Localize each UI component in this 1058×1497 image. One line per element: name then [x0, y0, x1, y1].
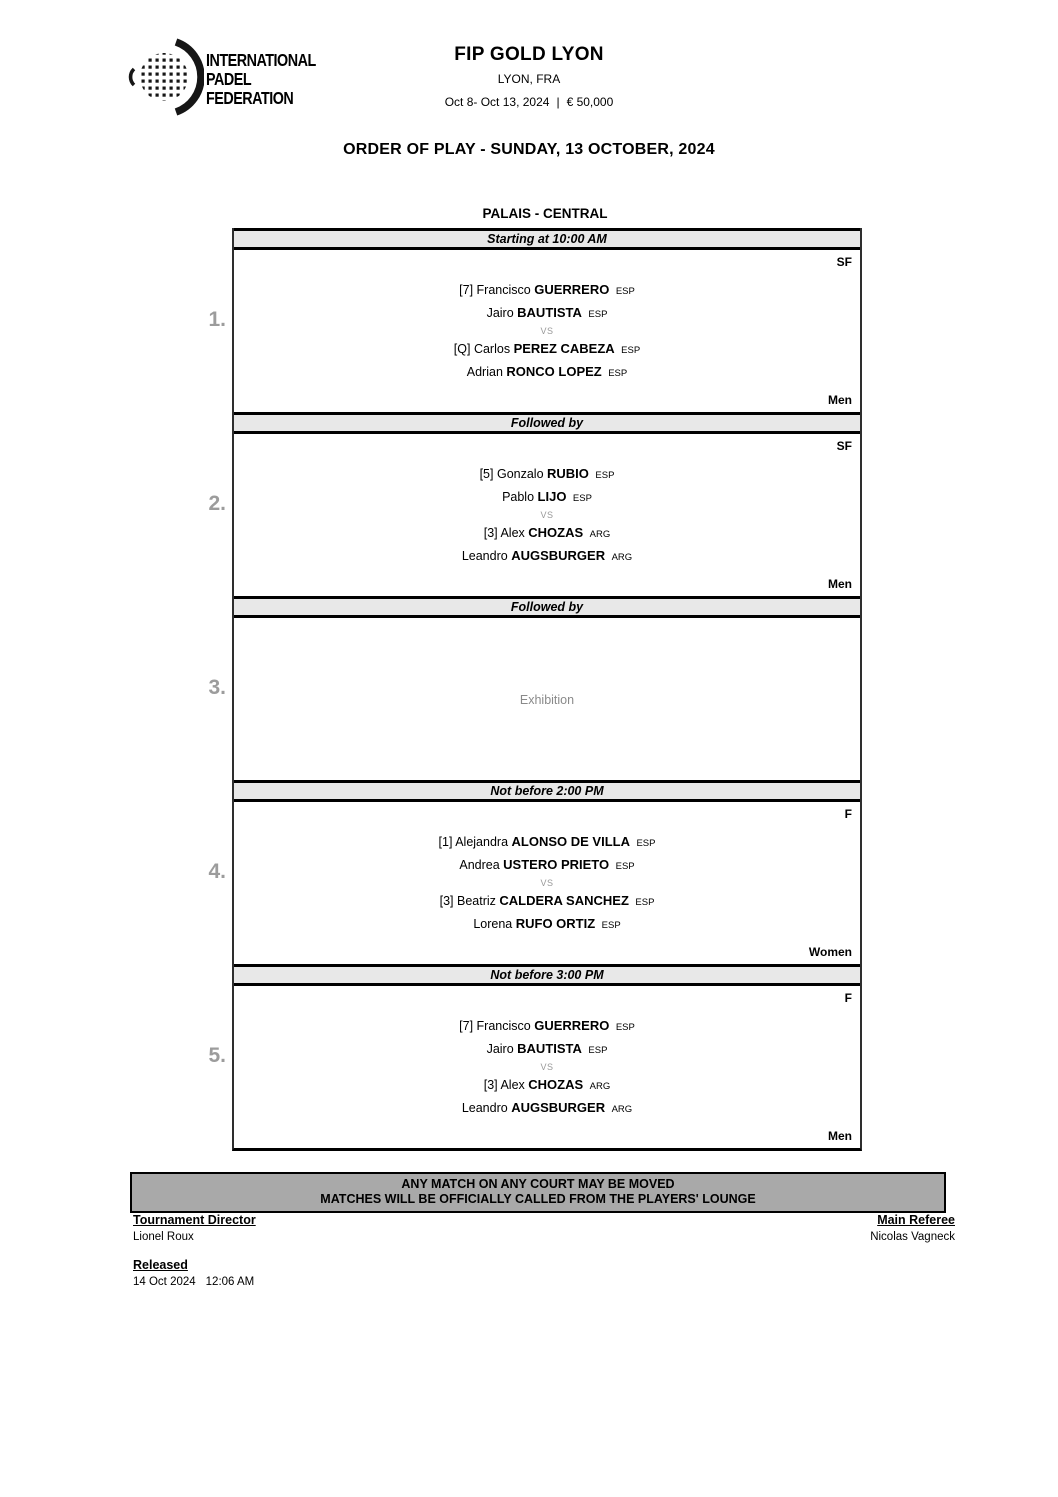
match-4-category: Women — [808, 945, 852, 959]
player-seed: [1] — [438, 835, 453, 849]
match-2-category: Men — [828, 577, 852, 591]
player-line — [242, 361, 852, 384]
event-dates: Oct 8- Oct 13, 2024 — [444, 95, 550, 109]
match-5-round: F — [844, 991, 852, 1005]
player-country: ARG — [589, 1081, 611, 1092]
player-seed: [3] — [439, 894, 454, 908]
match-2-schedule-header — [234, 412, 860, 434]
player-line — [242, 486, 852, 509]
player-last-name: PEREZ CABEZA — [513, 341, 615, 356]
player-country: ESP — [608, 368, 628, 379]
player-country: ESP — [621, 345, 641, 356]
player-first-name: Alex — [500, 526, 525, 540]
match-2-body — [234, 434, 860, 596]
match-5-schedule-label: Not before 3:00 PM — [490, 968, 604, 982]
footer-right-block — [870, 1213, 955, 1243]
match-1-teams — [242, 270, 852, 393]
player-seed: [7] — [459, 1019, 474, 1033]
match-5-schedule-header — [234, 964, 860, 986]
vs-label: VS — [540, 878, 554, 888]
match-5-number: 5. — [208, 1044, 226, 1067]
vs-label: VS — [540, 326, 554, 336]
player-last-name: BAUTISTA — [517, 305, 582, 320]
match-5-teams — [242, 1006, 852, 1129]
player-first-name: Alejandra — [455, 835, 509, 849]
player-line — [242, 279, 852, 302]
exhibition-label: Exhibition — [519, 692, 575, 707]
player-line — [242, 1097, 852, 1120]
match-block-1 — [208, 228, 860, 412]
player-country: ARG — [611, 1104, 633, 1115]
player-country: ESP — [572, 493, 592, 504]
event-title: FIP GOLD LYON — [454, 44, 604, 65]
released-datetime — [133, 1276, 256, 1288]
match-4-teams — [242, 822, 852, 945]
player-country: ESP — [615, 861, 635, 872]
released-label: Released — [133, 1258, 188, 1272]
player-country: ESP — [595, 470, 615, 481]
event-location: LYON, FRA — [497, 72, 561, 86]
player-country: ARG — [589, 529, 611, 540]
player-last-name: RONCO LOPEZ — [506, 364, 602, 379]
player-country: ESP — [635, 897, 655, 908]
player-line — [242, 831, 852, 854]
player-seed: [7] — [459, 283, 474, 297]
footer-left-block — [133, 1213, 256, 1288]
match-block-5 — [208, 964, 860, 1148]
player-country: ESP — [588, 309, 608, 320]
player-line — [242, 545, 852, 568]
player-seed: [5] — [479, 467, 494, 481]
match-1-round: SF — [836, 255, 852, 269]
match-3-schedule-label: Followed by — [510, 600, 584, 614]
player-line — [242, 1038, 852, 1061]
player-line — [242, 890, 852, 913]
player-last-name: USTERO PRIETO — [503, 857, 610, 872]
player-first-name: Pablo — [502, 490, 535, 504]
tournament-director-name: Lionel Roux — [133, 1231, 194, 1243]
dates-prize-separator: | — [556, 95, 560, 109]
player-first-name: Gonzalo — [496, 467, 544, 481]
player-seed: [3] — [483, 1078, 498, 1092]
player-last-name: RUFO ORTIZ — [515, 916, 596, 931]
tournament-director-label: Tournament Director — [133, 1213, 256, 1227]
player-last-name: ALONSO DE VILLA — [511, 834, 630, 849]
match-4-schedule-header — [234, 780, 860, 802]
federation-name-line3: FEDERATION — [206, 88, 294, 108]
player-line — [242, 854, 852, 877]
player-seed: [3] — [483, 526, 498, 540]
match-1-schedule-header — [234, 228, 860, 250]
released-date: 14 Oct 2024 — [133, 1276, 196, 1288]
player-line — [242, 463, 852, 486]
player-last-name: AUGSBURGER — [511, 1100, 606, 1115]
player-first-name: Beatriz — [456, 894, 496, 908]
player-last-name: AUGSBURGER — [511, 548, 606, 563]
notice-line-1: ANY MATCH ON ANY COURT MAY BE MOVED — [401, 1177, 675, 1191]
player-first-name: Francisco — [476, 283, 531, 297]
player-first-name: Francisco — [476, 1019, 531, 1033]
match-2-teams — [242, 454, 852, 577]
match-2-round: SF — [836, 439, 852, 453]
match-4-schedule-label: Not before 2:00 PM — [490, 784, 604, 798]
order-of-play-title: ORDER OF PLAY - SUNDAY, 13 OCTOBER, 2024 — [343, 141, 715, 158]
player-first-name: Alex — [500, 1078, 525, 1092]
event-dates-prize — [0, 95, 1058, 109]
event-title-block — [0, 44, 1058, 109]
match-block-3 — [208, 596, 860, 780]
player-first-name: Carlos — [473, 342, 511, 356]
federation-name-line1: INTERNATIONAL — [206, 50, 316, 70]
player-last-name: LIJO — [537, 489, 567, 504]
player-line — [242, 522, 852, 545]
player-last-name: CALDERA SANCHEZ — [499, 893, 629, 908]
match-2-number: 2. — [208, 492, 226, 515]
court-title: PALAIS - CENTRAL — [482, 206, 608, 221]
player-last-name: BAUTISTA — [517, 1041, 582, 1056]
player-line — [242, 338, 852, 361]
match-1-number: 1. — [208, 308, 226, 331]
player-country: ARG — [611, 552, 633, 563]
player-country: ESP — [615, 286, 635, 297]
vs-label: VS — [540, 510, 554, 520]
main-referee-label: Main Referee — [877, 1213, 955, 1227]
match-3-schedule-header — [234, 596, 860, 618]
player-first-name: Lorena — [473, 917, 513, 931]
player-first-name: Jairo — [486, 1042, 514, 1056]
player-last-name: CHOZAS — [528, 1077, 584, 1092]
notice-line-2: MATCHES WILL BE OFFICIALLY CALLED FROM THE PLAYERS' LOUNGE — [320, 1192, 756, 1206]
player-country: ESP — [636, 838, 656, 849]
match-4-number: 4. — [208, 860, 226, 883]
match-1-body — [234, 250, 860, 412]
match-1-category: Men — [828, 393, 852, 407]
prize-money: € 50,000 — [566, 95, 614, 109]
player-first-name: Leandro — [461, 549, 508, 563]
player-country: ESP — [615, 1022, 635, 1033]
match-5-category: Men — [828, 1129, 852, 1143]
player-line — [242, 913, 852, 936]
match-block-4 — [208, 780, 860, 964]
match-4-body — [234, 802, 860, 964]
match-1-schedule-label: Starting at 10:00 AM — [487, 232, 607, 246]
main-referee-name: Nicolas Vagneck — [870, 1231, 955, 1243]
vs-label: VS — [540, 1062, 554, 1072]
player-last-name: GUERRERO — [534, 282, 610, 297]
match-3-number: 3. — [208, 676, 226, 699]
federation-name-line2: PADEL — [206, 69, 252, 89]
player-line — [242, 302, 852, 325]
player-country: ESP — [601, 920, 621, 931]
schedule-table — [208, 228, 862, 1151]
player-last-name: CHOZAS — [528, 525, 584, 540]
match-2-schedule-label: Followed by — [510, 416, 584, 430]
notice-banner — [130, 1172, 946, 1213]
player-first-name: Adrian — [466, 365, 503, 379]
player-last-name: RUBIO — [547, 466, 589, 481]
player-last-name: GUERRERO — [534, 1018, 610, 1033]
match-block-2 — [208, 412, 860, 596]
player-first-name: Leandro — [461, 1101, 508, 1115]
match-3-body — [234, 618, 860, 780]
player-seed: [Q] — [453, 342, 471, 356]
player-line — [242, 1015, 852, 1038]
match-5-body — [234, 986, 860, 1148]
player-first-name: Andrea — [459, 858, 500, 872]
match-4-round: F — [844, 807, 852, 821]
released-time: 12:06 AM — [205, 1276, 255, 1288]
player-country: ESP — [588, 1045, 608, 1056]
player-line — [242, 1074, 852, 1097]
player-first-name: Jairo — [486, 306, 514, 320]
released-block — [133, 1258, 256, 1288]
